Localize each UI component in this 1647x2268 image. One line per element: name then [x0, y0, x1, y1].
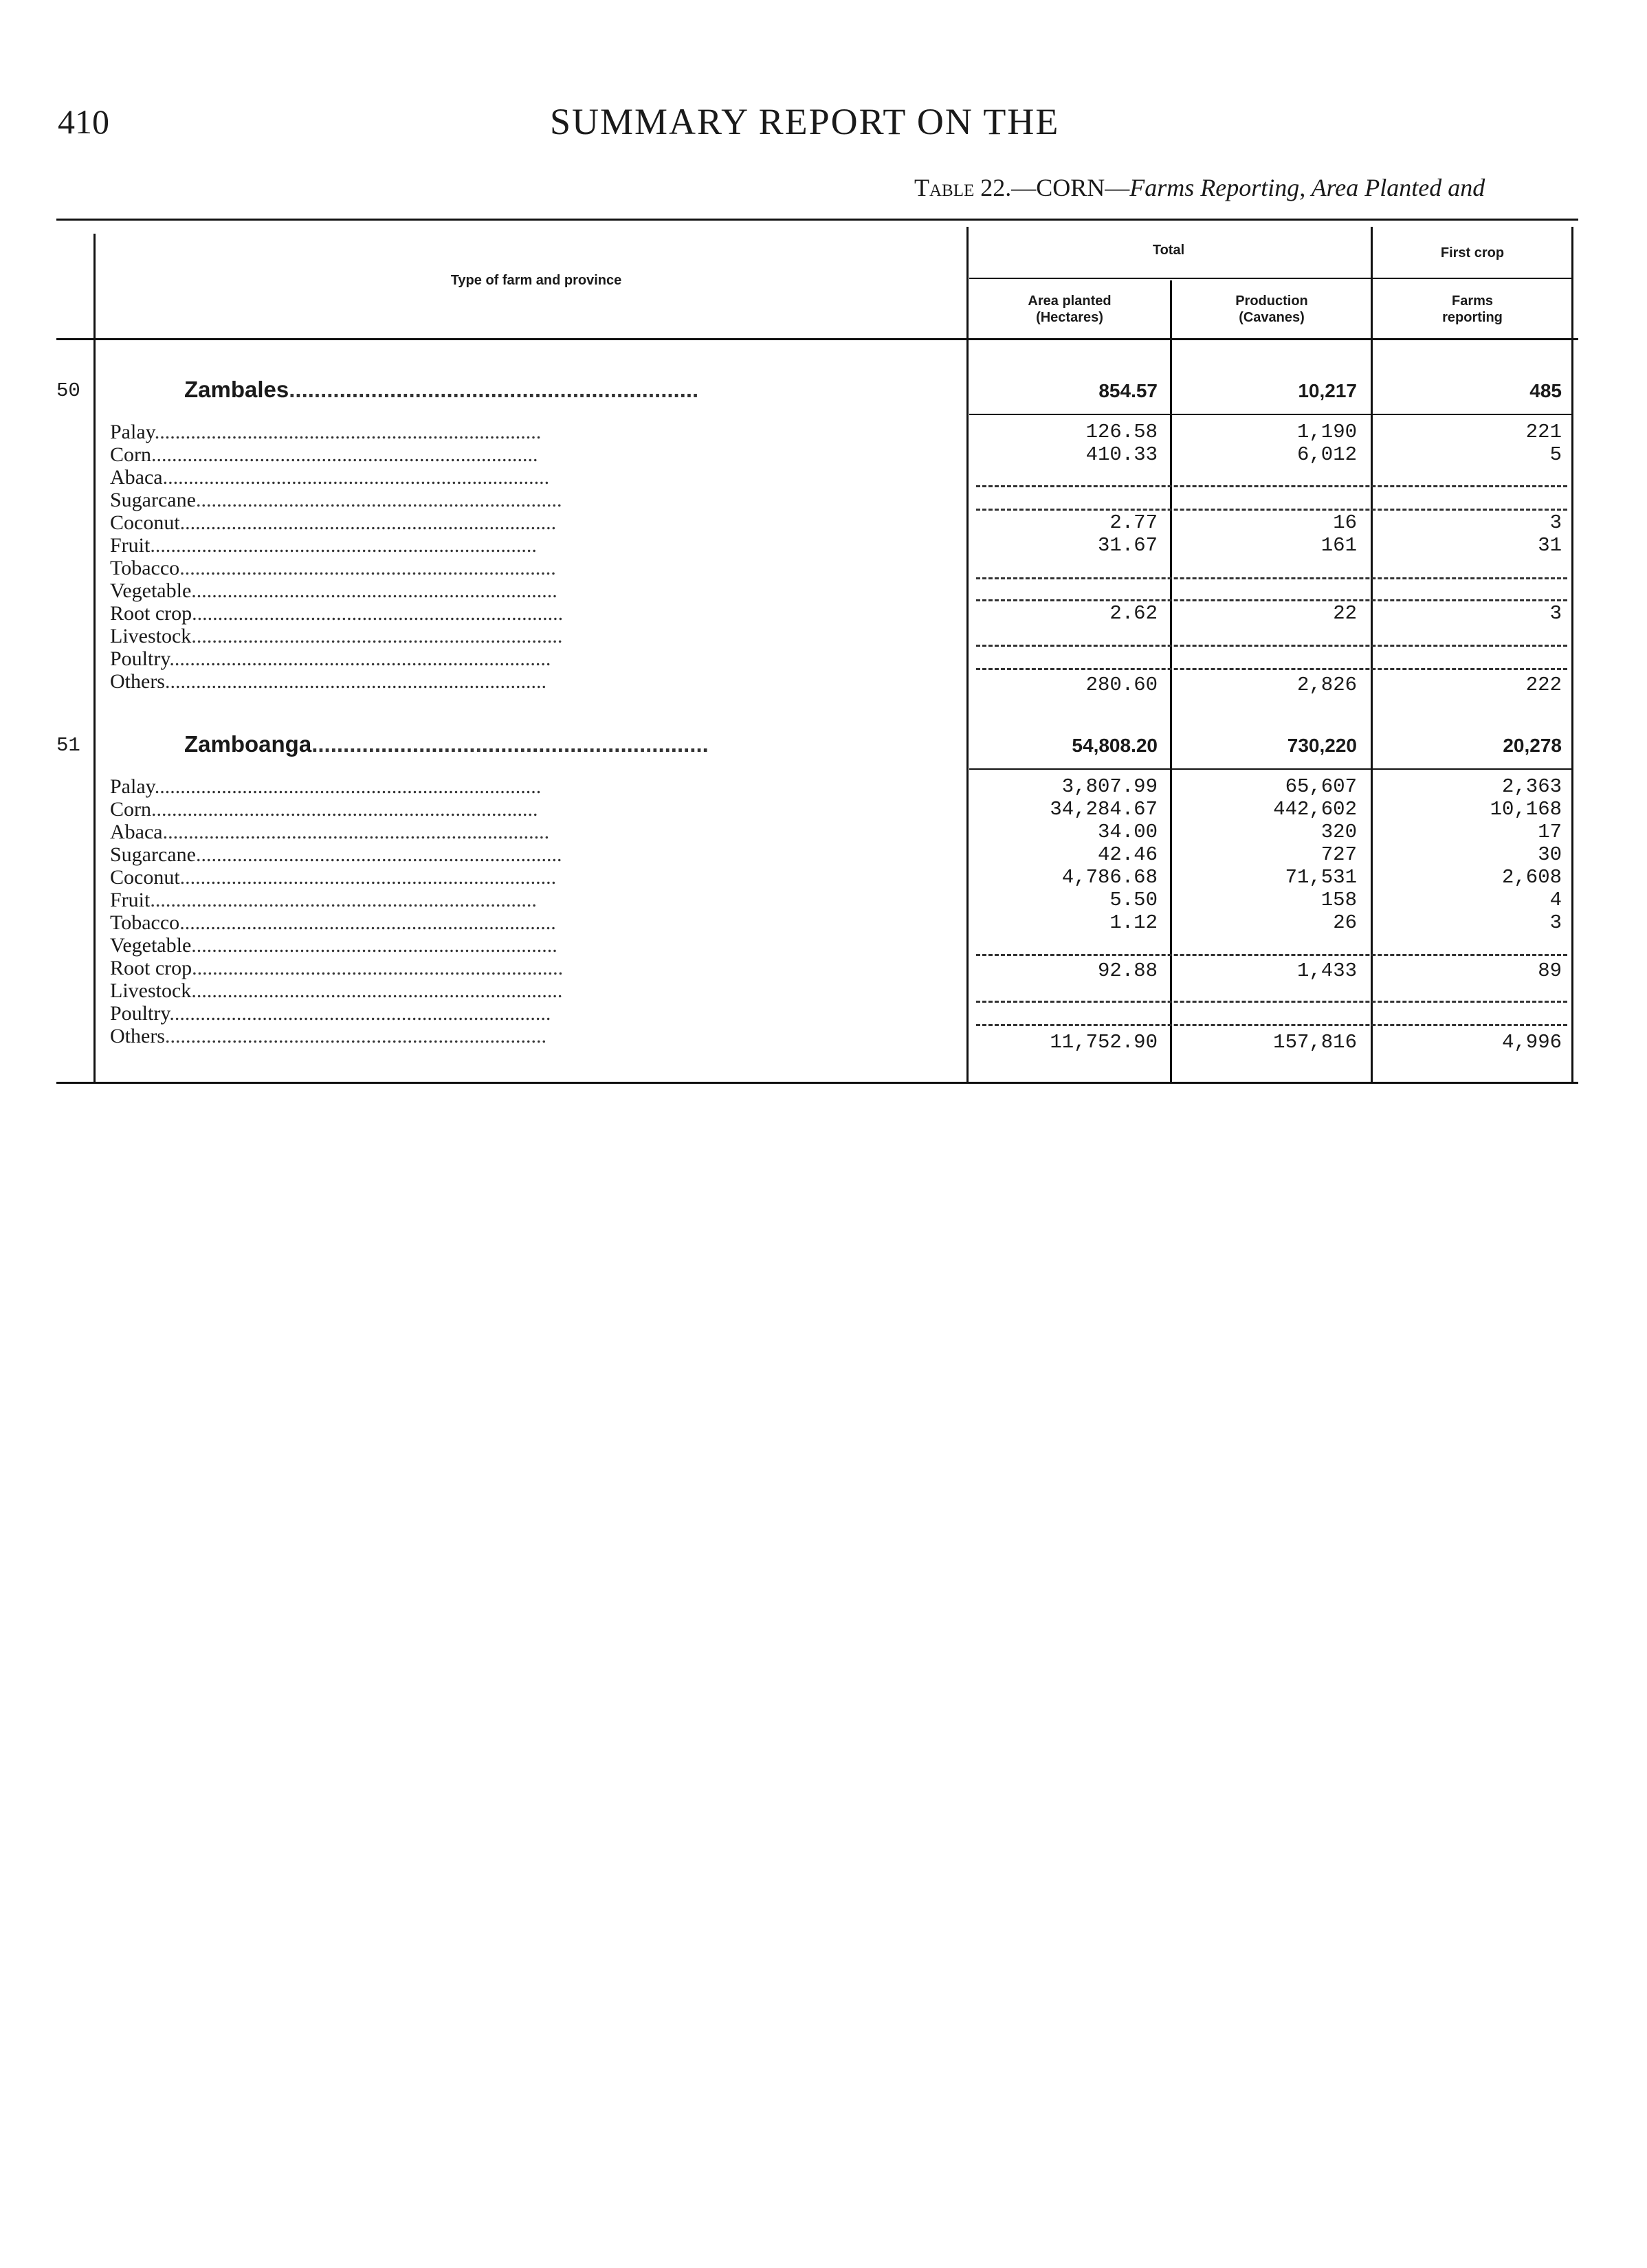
- province-total-area: 54,808.20: [1072, 735, 1158, 756]
- cell-area: 126.58: [1085, 421, 1158, 443]
- cell-production: 158: [1320, 889, 1357, 911]
- row-label: Corn...........................................................................: [110, 798, 538, 821]
- cell-farms: 3: [1549, 511, 1562, 534]
- cell-farms: 222: [1525, 674, 1562, 696]
- cell-farms: 5: [1549, 443, 1562, 466]
- row-label: Corn...........................................................................: [110, 443, 538, 466]
- province-total-farms: 20,278: [1503, 735, 1562, 756]
- col-header-farms-line2: reporting: [1442, 310, 1503, 325]
- col-header-production-label: Production: [1235, 293, 1308, 309]
- row-label: Others..........................................................................: [110, 1025, 546, 1047]
- row-label: Tobacco.........................................................................: [110, 557, 556, 579]
- cell-farms: 2,608: [1501, 866, 1562, 889]
- cell-production: 320: [1320, 821, 1357, 843]
- col-header-production-unit: (Cavanes): [1239, 310, 1305, 325]
- row-label-text: Coconut: [110, 511, 180, 534]
- empty-row-dash: [976, 509, 1567, 511]
- row-label-text: Coconut: [110, 866, 180, 889]
- row-label-text: Root crop: [110, 602, 192, 625]
- empty-row-dash: [976, 668, 1567, 670]
- row-label: Root crop........................................................................: [110, 957, 564, 979]
- stub-header: Type of farm and province: [450, 273, 622, 288]
- row-label-text: Root crop: [110, 957, 192, 979]
- row-label: Abaca...........................................................................: [110, 466, 550, 489]
- cell-farms: 4,996: [1501, 1031, 1562, 1054]
- cell-production: 71,531: [1285, 866, 1357, 889]
- cell-farms: 31: [1538, 534, 1562, 557]
- row-label-text: Fruit: [110, 534, 151, 557]
- empty-row-dash: [976, 485, 1567, 487]
- row-label-text: Abaca: [110, 821, 163, 843]
- table-subject: CORN: [1036, 174, 1105, 201]
- row-label: Root crop........................................................................: [110, 602, 564, 625]
- table-bottom-rule: [56, 1082, 1578, 1084]
- province-total-area: 854.57: [1098, 380, 1158, 401]
- cell-production: 22: [1333, 602, 1357, 625]
- row-label: Vegetable.......................................................................: [110, 934, 557, 957]
- row-label: Abaca...........................................................................: [110, 821, 550, 843]
- col-header-production: [1173, 293, 1371, 326]
- row-label-text: Poultry: [110, 1002, 170, 1025]
- cell-farms: 221: [1525, 421, 1562, 443]
- cell-production: 442,602: [1273, 798, 1357, 821]
- cell-area: 410.33: [1085, 443, 1158, 466]
- cell-production: 157,816: [1273, 1031, 1357, 1054]
- province-name-text: Zamboanga: [184, 731, 312, 757]
- row-label: Fruit...........................................................................: [110, 889, 537, 911]
- cell-area: 34,284.67: [1050, 798, 1158, 821]
- row-label: Others..........................................................................: [110, 670, 546, 693]
- cell-farms: 10,168: [1490, 798, 1562, 821]
- row-label: Sugarcane.......................................................................: [110, 489, 562, 511]
- row-number: 50: [56, 379, 80, 402]
- row-label: Fruit...........................................................................: [110, 534, 537, 557]
- row-label: Palay...........................................................................: [110, 421, 542, 443]
- row-label-text: Corn: [110, 798, 151, 821]
- header-bottom-rule: [56, 338, 1578, 340]
- province-total-production: 730,220: [1287, 735, 1357, 756]
- cell-production: 1,190: [1296, 421, 1357, 443]
- cell-production: 2,826: [1296, 674, 1357, 696]
- row-label-text: Vegetable: [110, 934, 192, 957]
- cell-farms: 30: [1538, 843, 1562, 866]
- cell-production: 727: [1320, 843, 1357, 866]
- top-rule: [56, 219, 1578, 221]
- cell-production: 65,607: [1285, 775, 1357, 798]
- empty-row-dash: [976, 1024, 1567, 1026]
- cell-area: 3,807.99: [1061, 775, 1158, 798]
- empty-row-dash: [976, 954, 1567, 956]
- row-label: Livestock........................................................................: [110, 979, 563, 1002]
- cell-area: 4,786.68: [1061, 866, 1158, 889]
- row-label-text: Poultry: [110, 647, 170, 670]
- row-label-text: Livestock: [110, 625, 192, 647]
- group-header-total: Total: [1152, 243, 1185, 258]
- cell-area: 92.88: [1097, 959, 1158, 982]
- group-header-first-crop: First crop: [1440, 245, 1505, 260]
- cell-area: 34.00: [1097, 821, 1158, 843]
- table-subtitle: Farms Reporting, Area Planted and: [1129, 174, 1485, 201]
- row-label-text: Others: [110, 670, 165, 693]
- col-header-area-label: Area planted: [1028, 293, 1112, 309]
- row-label-text: Corn: [110, 443, 151, 466]
- cell-production: 26: [1333, 911, 1357, 934]
- row-label: Sugarcane.......................................................................: [110, 843, 562, 866]
- row-label-text: Others: [110, 1025, 165, 1047]
- cell-production: 1,433: [1296, 959, 1357, 982]
- row-label-text: Sugarcane: [110, 843, 196, 866]
- row-number: 51: [56, 734, 80, 757]
- cell-area: 31.67: [1097, 534, 1158, 557]
- row-label: Poultry..........................................................................: [110, 647, 551, 670]
- col-header-area-unit: (Hectares): [1036, 310, 1103, 325]
- row-label-text: Palay: [110, 775, 155, 798]
- row-label: Coconut.........................................................................: [110, 511, 557, 534]
- row-label-text: Sugarcane: [110, 489, 196, 511]
- province-name: Zamboanga...............................................................: [184, 731, 709, 757]
- row-label-text: Fruit: [110, 889, 151, 911]
- row-label: Coconut.........................................................................: [110, 866, 557, 889]
- table-caption: Table 22.—CORN—Farms Reporting, Area Planted and: [914, 174, 1485, 201]
- cell-farms: 3: [1549, 602, 1562, 625]
- cell-production: 6,012: [1296, 443, 1357, 466]
- cell-area: 1.12: [1109, 911, 1158, 934]
- cell-area: 11,752.90: [1050, 1031, 1158, 1054]
- cell-farms: 17: [1538, 821, 1562, 843]
- running-head: SUMMARY REPORT ON THE: [550, 101, 1060, 142]
- cell-area: 2.62: [1109, 602, 1158, 625]
- row-label-text: Vegetable: [110, 579, 192, 602]
- row-label-text: Livestock: [110, 979, 192, 1002]
- cell-production: 16: [1333, 511, 1357, 534]
- empty-row-dash: [976, 645, 1567, 647]
- empty-row-dash: [976, 577, 1567, 579]
- row-label: Vegetable.......................................................................: [110, 579, 557, 602]
- province-total-production: 10,217: [1298, 380, 1357, 401]
- row-label: Palay...........................................................................: [110, 775, 542, 798]
- total-rule-2: [969, 768, 1571, 770]
- cell-farms: 89: [1538, 959, 1562, 982]
- row-label: Tobacco.........................................................................: [110, 911, 556, 934]
- row-label-text: Abaca: [110, 466, 163, 489]
- col-header-farms-label: Farms: [1451, 293, 1494, 309]
- table-label: Table 22.: [914, 174, 1012, 201]
- row-label: Livestock........................................................................: [110, 625, 563, 647]
- cell-farms: 2,363: [1501, 775, 1562, 798]
- cell-farms: 3: [1549, 911, 1562, 934]
- cell-area: 2.77: [1109, 511, 1158, 534]
- cell-area: 42.46: [1097, 843, 1158, 866]
- stub-divider: [93, 234, 96, 1083]
- cell-area: 280.60: [1085, 674, 1158, 696]
- row-label-text: Tobacco: [110, 911, 180, 934]
- col-divider-1: [966, 227, 969, 1083]
- row-label: Poultry..........................................................................: [110, 1002, 551, 1025]
- empty-row-dash: [976, 599, 1567, 601]
- right-border: [1571, 227, 1573, 1083]
- group-rule: [969, 278, 1571, 279]
- province-name: Zambales.................................................................: [184, 377, 699, 402]
- empty-row-dash: [976, 1001, 1567, 1003]
- col-divider-2: [1170, 280, 1172, 1083]
- col-header-farms: [1373, 293, 1571, 326]
- col-header-area: [969, 293, 1170, 326]
- row-label-text: Tobacco: [110, 557, 180, 579]
- cell-production: 161: [1320, 534, 1357, 557]
- page-number: 410: [58, 102, 109, 141]
- province-total-farms: 485: [1529, 380, 1562, 401]
- cell-area: 5.50: [1109, 889, 1158, 911]
- cell-farms: 4: [1549, 889, 1562, 911]
- total-rule-1: [969, 414, 1571, 415]
- province-name-text: Zambales: [184, 377, 289, 402]
- row-label-text: Palay: [110, 421, 155, 443]
